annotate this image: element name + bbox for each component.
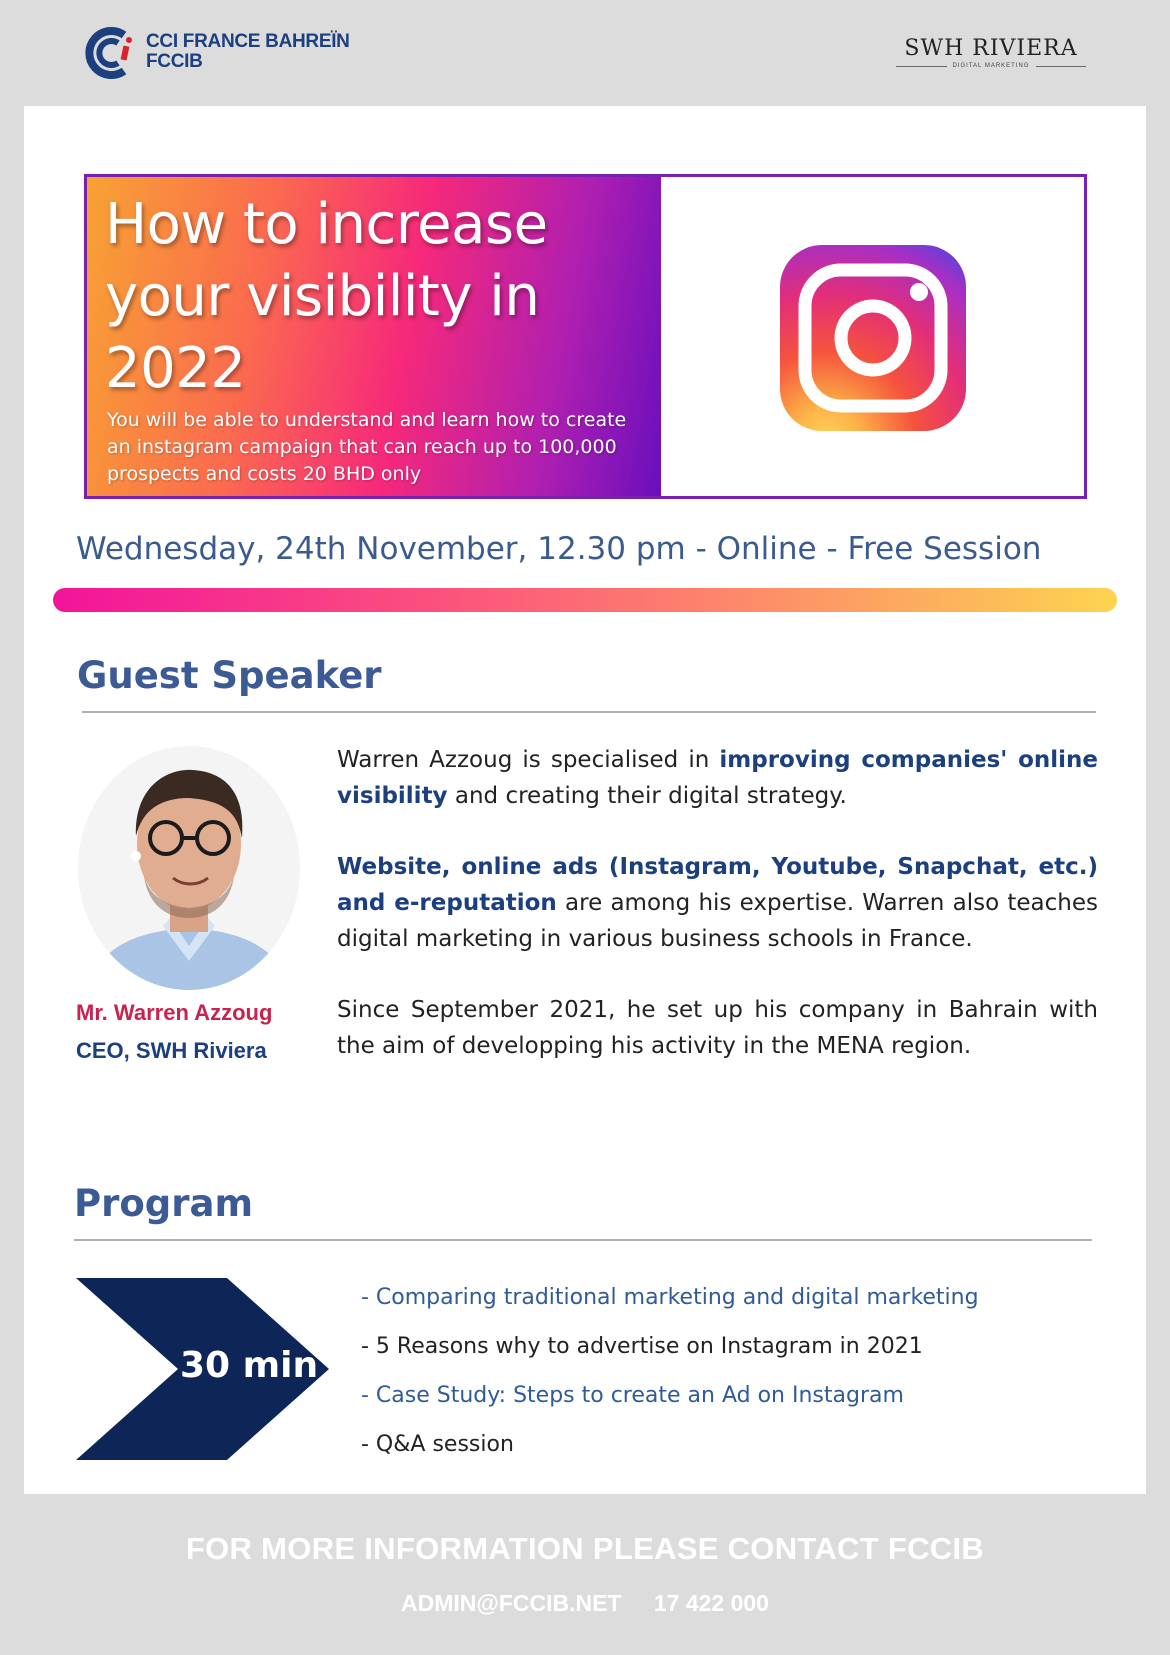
program-heading: Program	[74, 1182, 254, 1225]
event-date-line: Wednesday, 24th November, 12.30 pm - Online - Free Session	[76, 531, 1042, 567]
partner-tagline: DIGITAL MARKETING	[952, 63, 1030, 69]
program-item: - 5 Reasons why to advertise on Instagram in 2021	[361, 1334, 923, 1359]
partner-name: SWH RIVIERA	[904, 36, 1078, 61]
bio-paragraph	[337, 742, 1098, 814]
banner-title: How to increase your visibility in 2022	[105, 192, 548, 401]
bio-text: are among his expertise. Warren also teaches digital marketing in various business schools in France.	[337, 890, 1099, 952]
section-rule	[82, 711, 1096, 713]
gradient-divider	[53, 588, 1117, 612]
guest-speaker-heading: Guest Speaker	[77, 654, 382, 697]
program-item: - Q&A session	[361, 1432, 514, 1457]
bio-paragraph: Since September 2021, he set up his company in Bahrain with the aim of developping his activity in the MENA region.	[337, 997, 1098, 1059]
footer-contact-heading: FOR MORE INFORMATION PLEASE CONTACT FCCIB	[185, 1531, 985, 1566]
section-rule	[74, 1239, 1092, 1241]
org-name-line2: FCCIB	[146, 51, 203, 72]
speaker-photo	[78, 746, 300, 990]
cci-france-bahrein-logo[interactable]	[84, 26, 374, 82]
duration-label: 30 min	[180, 1345, 319, 1386]
program-item: - Comparing traditional marketing and digital marketing	[361, 1285, 979, 1310]
contact-email[interactable]: ADMIN@FCCIB.NET	[401, 1590, 622, 1616]
speaker-role: CEO, SWH Riviera	[76, 1038, 267, 1063]
org-name-line1: CCI FRANCE BAHREÏN	[146, 31, 350, 52]
program-item: - Case Study: Steps to create an Ad on Instagram	[361, 1383, 904, 1408]
speaker-name: Mr. Warren Azzoug	[76, 1000, 273, 1025]
divider	[1036, 66, 1087, 67]
swh-riviera-logo[interactable]	[896, 36, 1086, 69]
bio-paragraph	[337, 849, 1098, 957]
banner-gradient-panel	[87, 177, 661, 496]
event-banner	[84, 174, 1087, 499]
bio-text: and creating their digital strategy.	[447, 783, 847, 809]
bio-highlight: Website, online ads (Instagram, Youtube, Snapchat, etc.) and e-reputation	[337, 854, 1098, 916]
speaker-bio	[337, 742, 1098, 1099]
cci-logo-icon	[84, 26, 136, 80]
instagram-icon	[780, 245, 966, 431]
divider	[896, 66, 947, 67]
bio-text: Warren Azzoug is specialised in	[337, 747, 720, 773]
banner-subtitle: You will be able to understand and learn how to create an instagram campaign that can reach up to 100,000 prospects and costs 20 BHD only	[107, 409, 627, 485]
header	[0, 0, 1170, 106]
footer-contact-info	[0, 1590, 1170, 1617]
program-list	[361, 1278, 1091, 1474]
bio-highlight: improving companies' online visibility	[337, 747, 1099, 809]
contact-phone[interactable]: 17 422 000	[653, 1590, 769, 1616]
